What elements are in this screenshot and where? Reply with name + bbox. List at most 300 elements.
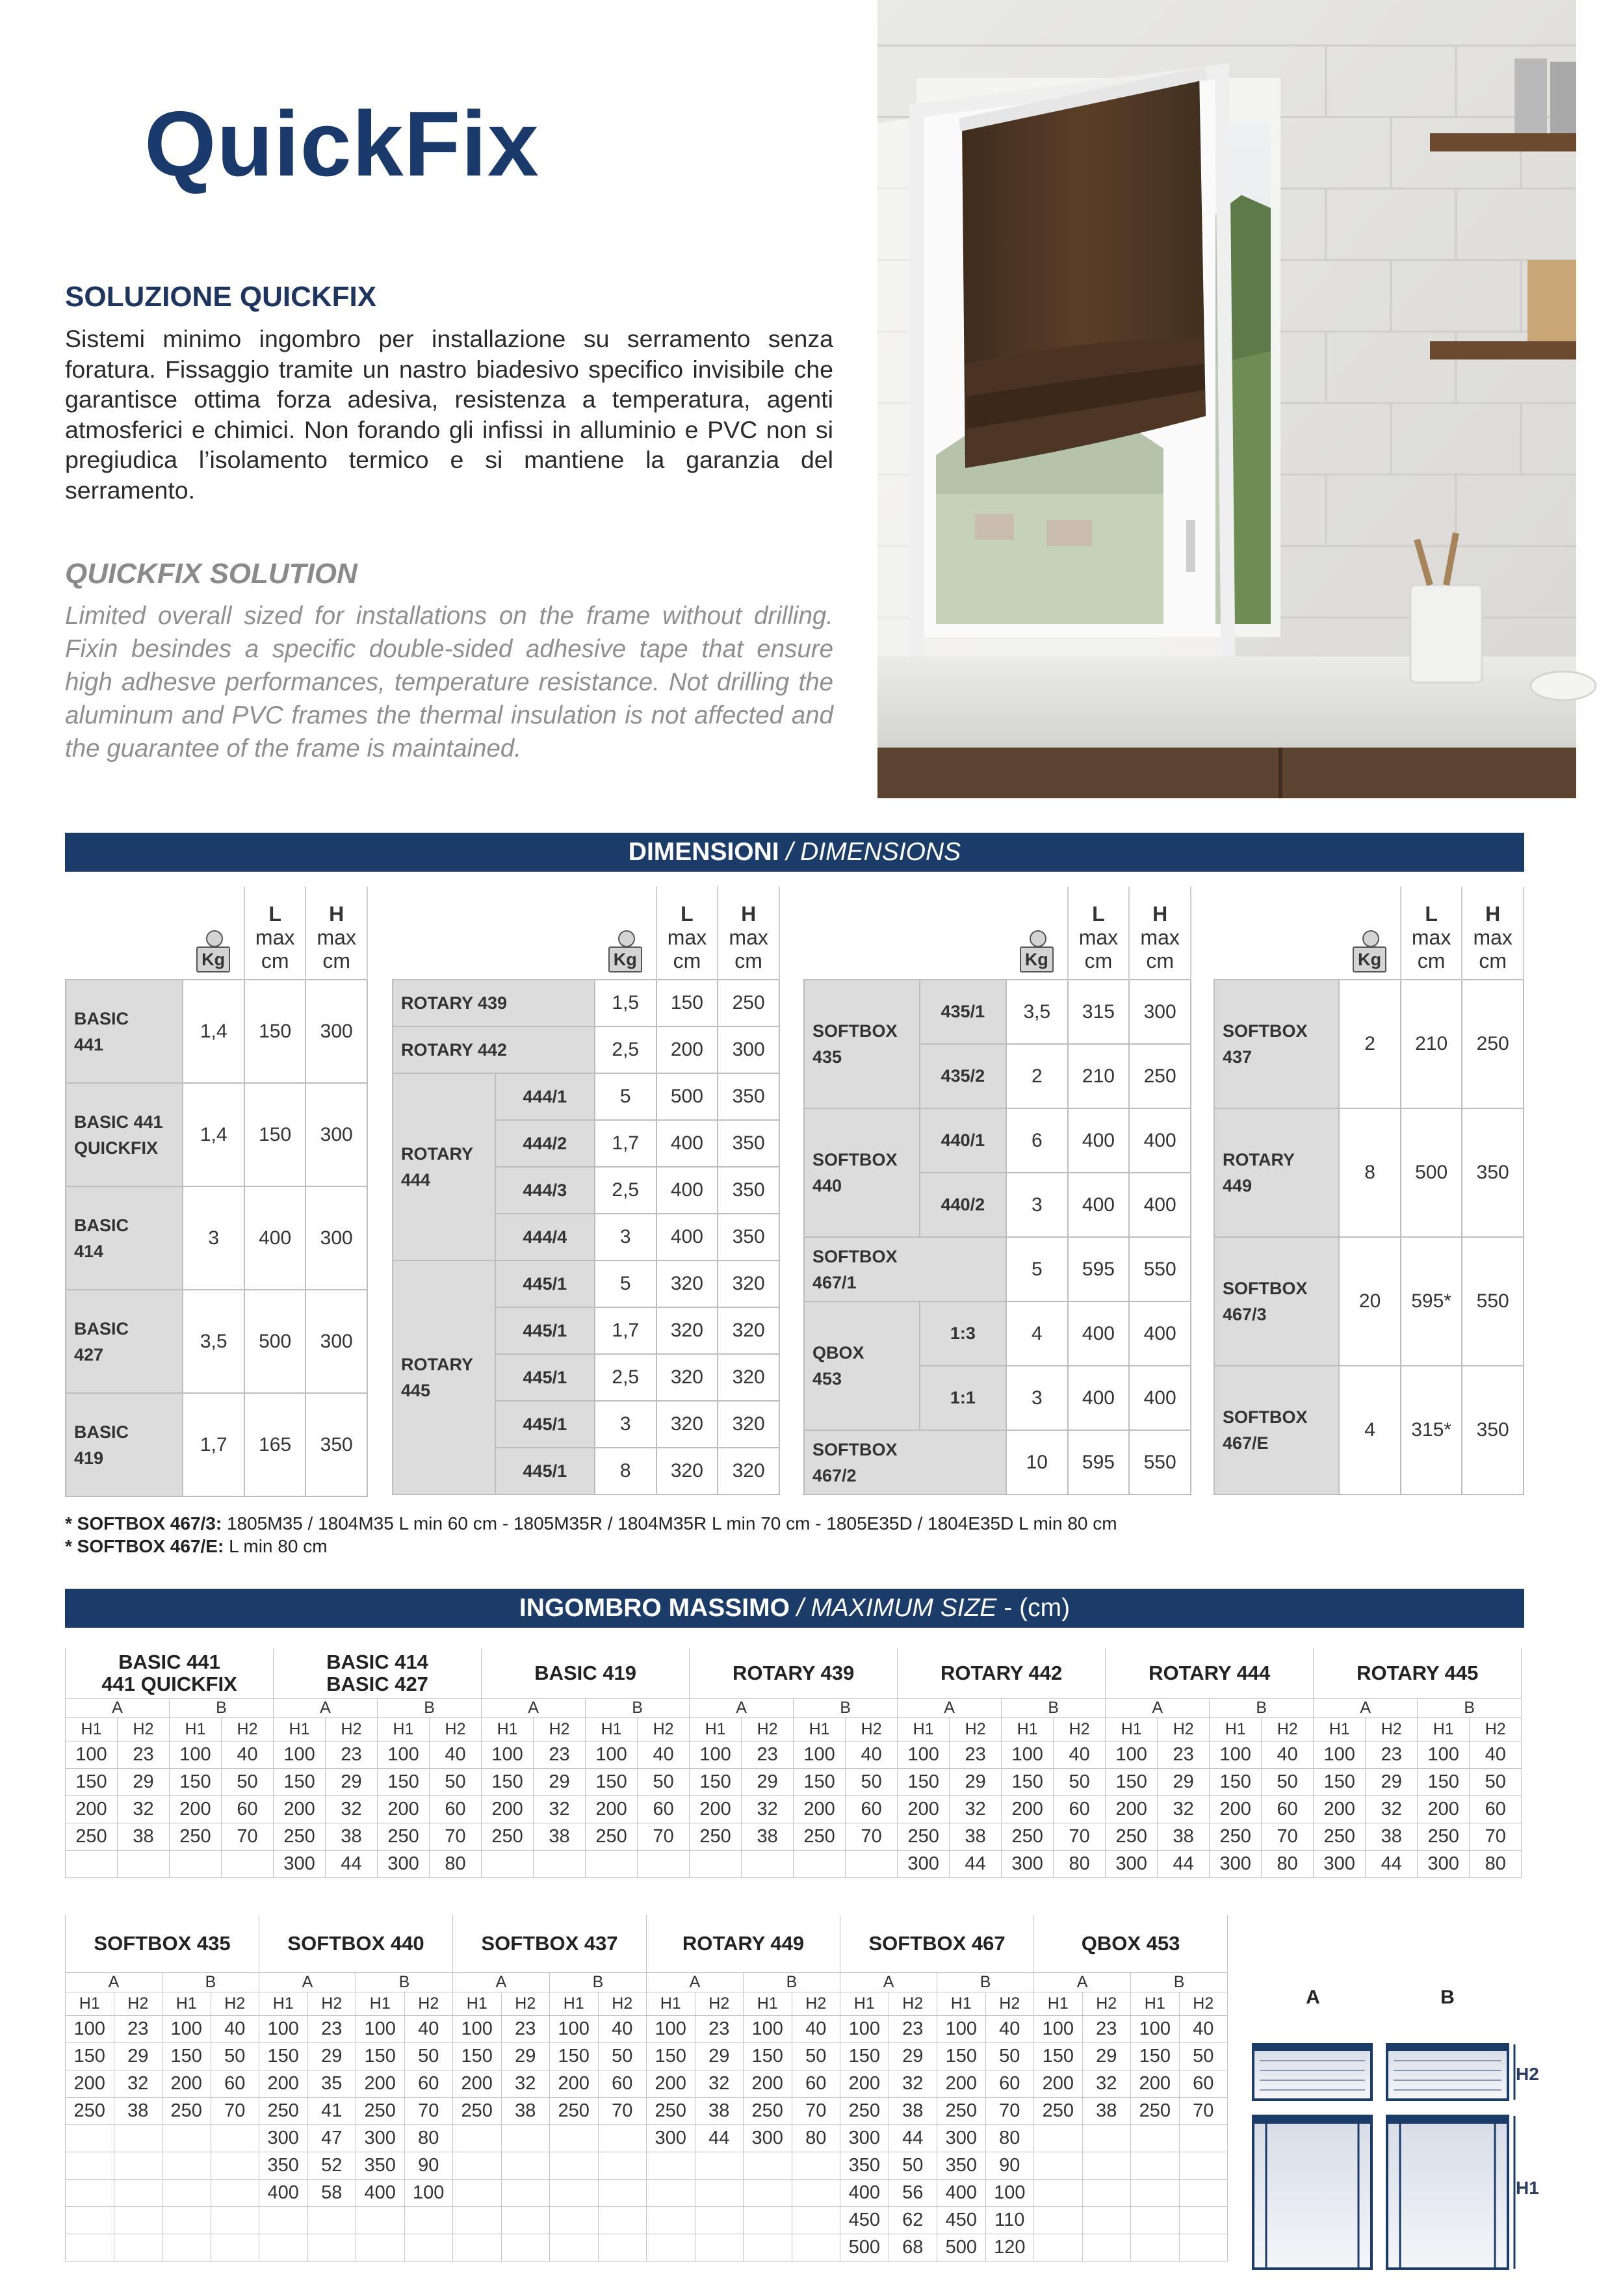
variant-code: 445/1 <box>495 1354 595 1401</box>
weight-value: 3,5 <box>183 1290 244 1393</box>
empty-cell <box>114 2152 162 2179</box>
table-row <box>804 1430 1191 1494</box>
variant-code: 445/1 <box>495 1307 595 1354</box>
width-value: 210 <box>1401 980 1462 1108</box>
product-name: SOFTBOX <box>1223 1021 1308 1041</box>
height-value: 250 <box>1462 980 1524 1108</box>
h2-value: 70 <box>1470 1823 1522 1850</box>
h1-value: 450 <box>840 2206 889 2234</box>
column-b-header: B <box>1131 1972 1228 1992</box>
table-row <box>393 1260 779 1307</box>
table-row <box>66 2124 1228 2152</box>
h2-header: H2 <box>1082 1992 1131 2015</box>
h2-value: 44 <box>950 1850 1002 1877</box>
max-size-band-unit: - (cm) <box>1004 1594 1071 1622</box>
column-b-header: B <box>937 1972 1034 1992</box>
weight-value: 2,5 <box>595 1354 656 1401</box>
h2-value: 60 <box>430 1795 482 1823</box>
empty-cell <box>695 2234 744 2261</box>
h1-header: H1 <box>1131 1992 1180 2015</box>
h2-value: 40 <box>404 2015 453 2042</box>
h2-header: H2 <box>114 1992 162 2015</box>
h1-value: 100 <box>898 1741 950 1768</box>
h2-header: H2 <box>307 1992 356 2015</box>
h1-header: H1 <box>690 1717 742 1741</box>
h2-value: 100 <box>404 2179 453 2206</box>
h1-header: H1 <box>647 1992 695 2015</box>
h1-value: 200 <box>1314 1795 1366 1823</box>
table-row <box>66 1186 367 1290</box>
empty-cell <box>170 1850 222 1877</box>
table-row <box>66 980 367 1083</box>
h1-value: 150 <box>794 1768 846 1795</box>
weight-value: 6 <box>1006 1108 1068 1173</box>
h1-value: 300 <box>937 2124 986 2152</box>
variant-code: 445/1 <box>495 1401 595 1448</box>
max-size-table <box>65 1915 1228 2262</box>
product-code: 444 <box>401 1170 431 1190</box>
h1-value: 350 <box>840 2152 889 2179</box>
h2-header: H2 <box>534 1717 586 1741</box>
column-a-header: A <box>66 1698 170 1717</box>
h1-value: 500 <box>937 2234 986 2261</box>
header-max: max <box>1473 926 1513 949</box>
h1-value: 250 <box>550 2097 599 2124</box>
weight-value: 3 <box>183 1186 244 1290</box>
product-name: ROTARY 449 <box>682 1931 805 1955</box>
max-size-band-subtitle: / MAXIMUM SIZE <box>796 1594 997 1622</box>
header-cm: cm <box>673 949 701 972</box>
column-a-header: A <box>690 1698 794 1717</box>
h1-value: 300 <box>259 2124 308 2152</box>
h1-value: 250 <box>259 2097 308 2124</box>
h1-value: 450 <box>937 2206 986 2234</box>
weight-value: 10 <box>1006 1430 1068 1494</box>
product-name: QBOX 453 <box>1081 1931 1180 1955</box>
product-name: ROTARY 442 <box>393 1026 595 1073</box>
empty-cell <box>259 2206 308 2234</box>
height-value: 250 <box>1129 1044 1191 1108</box>
table-row <box>66 2179 1228 2206</box>
column-b-header: B <box>162 1972 259 1992</box>
h1-header: H1 <box>453 1992 502 2015</box>
product-name: ROTARY 439 <box>733 1661 855 1684</box>
h1-value: 150 <box>744 2042 792 2070</box>
h1-value: 100 <box>162 2015 211 2042</box>
empty-cell <box>695 2206 744 2234</box>
h1-value: 100 <box>840 2015 889 2042</box>
width-value: 315* <box>1401 1366 1462 1494</box>
h1-value: 150 <box>690 1768 742 1795</box>
h1-value: 150 <box>274 1768 326 1795</box>
weight-value: 3 <box>595 1401 656 1448</box>
h1-value: 150 <box>550 2042 599 2070</box>
h2-value: 38 <box>1158 1823 1210 1850</box>
h2-value: 38 <box>118 1823 170 1850</box>
weight-value: 1,4 <box>183 1083 244 1186</box>
column-b-header: B <box>1002 1698 1106 1717</box>
variant-code: 440/1 <box>920 1108 1006 1173</box>
dimensions-band-title: DIMENSIONI <box>628 838 779 866</box>
h2-value: 40 <box>211 2015 259 2042</box>
empty-cell <box>1179 2234 1228 2261</box>
h2-value: 38 <box>889 2097 937 2124</box>
height-value: 350 <box>718 1214 779 1260</box>
empty-cell <box>501 2234 550 2261</box>
height-value: 350 <box>1462 1108 1524 1237</box>
h1-value: 300 <box>744 2124 792 2152</box>
empty-cell <box>1131 2152 1180 2179</box>
h2-value: 50 <box>792 2042 840 2070</box>
h2-header: H2 <box>1366 1717 1418 1741</box>
h1-value: 250 <box>898 1823 950 1850</box>
h1-header: H1 <box>66 1992 114 2015</box>
variant-code: 444/1 <box>495 1073 595 1120</box>
h2-value: 40 <box>1470 1741 1522 1768</box>
empty-cell <box>744 2152 792 2179</box>
h1-value: 200 <box>1106 1795 1158 1823</box>
empty-cell <box>211 2234 259 2261</box>
h2-value: 70 <box>1262 1823 1314 1850</box>
weight-value: 1,7 <box>183 1393 244 1496</box>
h1-value: 150 <box>1002 1768 1054 1795</box>
product-header <box>482 1649 690 1698</box>
width-value: 150 <box>244 1083 306 1186</box>
column-b-header: B <box>794 1698 898 1717</box>
h1-value: 200 <box>170 1795 222 1823</box>
h2-value: 90 <box>985 2152 1034 2179</box>
h2-value: 60 <box>985 2070 1034 2097</box>
h2-header: H2 <box>118 1717 170 1741</box>
h1-value: 400 <box>840 2179 889 2206</box>
empty-cell <box>792 2234 840 2261</box>
header-l: L <box>1425 902 1438 926</box>
max-size-band-title: INGOMBRO MASSIMO <box>519 1594 790 1622</box>
h1-value: 100 <box>937 2015 986 2042</box>
table-row <box>66 1083 367 1186</box>
h1-value: 100 <box>1034 2015 1083 2042</box>
height-value: 550 <box>1129 1237 1191 1301</box>
width-value: 400 <box>656 1214 718 1260</box>
h1-value: 300 <box>1106 1850 1158 1877</box>
product-photo <box>877 0 1576 798</box>
empty-cell <box>744 2179 792 2206</box>
h2-value: 50 <box>211 2042 259 2070</box>
empty-cell <box>501 2179 550 2206</box>
h2-value: 80 <box>985 2124 1034 2152</box>
h1-value: 200 <box>690 1795 742 1823</box>
width-value: 500 <box>1401 1108 1462 1237</box>
table-row <box>66 2070 1228 2097</box>
italian-description: Sistemi minimo ingombro per installazione su serramento senza foratura. Fissaggio tramite un nastro biadesivo specifico invisibile che garantisce ottima forza adesiva, resistenza a temperatura, agenti atmosferici e chimici. Non forando gli infissi in alluminio e PVC non si pregiudica l’isolamento termico e si mantiene la garanzia del serramento. <box>65 325 833 504</box>
h2-value: 38 <box>695 2097 744 2124</box>
height-value: 350 <box>718 1120 779 1167</box>
product-code: 414 <box>74 1241 104 1261</box>
height-value: 350 <box>718 1073 779 1120</box>
empty-cell <box>453 2179 502 2206</box>
h2-value: 40 <box>598 2015 647 2042</box>
height-value: 550 <box>1129 1430 1191 1494</box>
h2-value: 29 <box>114 2042 162 2070</box>
empty-cell <box>550 2179 599 2206</box>
width-value: 165 <box>244 1393 306 1496</box>
h2-value: 60 <box>222 1795 274 1823</box>
product-header <box>840 1915 1034 1972</box>
h1-value: 150 <box>937 2042 986 2070</box>
dimensions-band <box>65 833 1524 872</box>
empty-cell <box>66 2152 114 2179</box>
width-value: 400 <box>1068 1301 1130 1366</box>
table-row <box>66 1795 1522 1823</box>
weight-value: 3,5 <box>1006 980 1068 1044</box>
column-b-header: B <box>586 1698 690 1717</box>
weight-value: 4 <box>1339 1366 1400 1494</box>
h2-value: 80 <box>430 1850 482 1877</box>
product-name: SOFTBOX 467 <box>868 1931 1006 1955</box>
empty-cell <box>1034 2152 1083 2179</box>
h1-value: 250 <box>690 1823 742 1850</box>
h2-value: 47 <box>307 2124 356 2152</box>
h2-value: 60 <box>846 1795 898 1823</box>
product-code: 467/3 <box>1223 1305 1267 1324</box>
column-b-header: B <box>744 1972 840 1992</box>
product-name: SOFTBOX <box>1223 1407 1308 1427</box>
h1-value: 100 <box>744 2015 792 2042</box>
h2-value: 44 <box>1158 1850 1210 1877</box>
height-value: 300 <box>1129 980 1191 1044</box>
h2-value: 60 <box>1179 2070 1228 2097</box>
h1-header: H1 <box>378 1717 430 1741</box>
h1-value: 250 <box>1418 1823 1470 1850</box>
product-code: QUICKFIX <box>74 1138 159 1158</box>
h2-value: 80 <box>792 2124 840 2152</box>
h2-value: 40 <box>638 1741 690 1768</box>
weight-icon: Kg <box>1020 946 1054 972</box>
h1-value: 150 <box>482 1768 534 1795</box>
table-row <box>1214 1366 1524 1494</box>
weight-value: 2,5 <box>595 1167 656 1214</box>
h2-value: 50 <box>985 2042 1034 2070</box>
footnote-label: * SOFTBOX 467/E: <box>65 1536 224 1556</box>
product-header <box>1314 1649 1522 1698</box>
product-code: 453 <box>812 1369 842 1389</box>
h2-value: 60 <box>1262 1795 1314 1823</box>
width-value: 320 <box>656 1401 718 1448</box>
blind-dimension-diagram <box>1228 1983 1539 2269</box>
h1-value: 200 <box>453 2070 502 2097</box>
empty-cell <box>1082 2206 1131 2234</box>
h1-value: 250 <box>794 1823 846 1850</box>
height-value: 320 <box>718 1354 779 1401</box>
h1-value: 150 <box>378 1768 430 1795</box>
h2-value: 100 <box>985 2179 1034 2206</box>
h1-header: H1 <box>1210 1717 1262 1741</box>
column-a-header: A <box>482 1698 586 1717</box>
width-value: 400 <box>1068 1108 1130 1173</box>
footnote-softbox-467-3 <box>65 1512 1117 1535</box>
column-a-header: A <box>66 1972 162 1992</box>
h2-value: 58 <box>307 2179 356 2206</box>
h2-value: 50 <box>1054 1768 1106 1795</box>
height-value: 400 <box>1129 1173 1191 1237</box>
table-row <box>66 2042 1228 2070</box>
product-name: ROTARY <box>401 1144 473 1164</box>
h1-value: 150 <box>898 1768 950 1795</box>
blind-b-collapsed <box>1387 2044 1508 2100</box>
h2-value: 68 <box>889 2234 937 2261</box>
h2-value: 29 <box>307 2042 356 2070</box>
h2-header: H2 <box>1262 1717 1314 1741</box>
h1-value: 350 <box>356 2152 405 2179</box>
width-value: 400 <box>1068 1173 1130 1237</box>
product-header <box>1034 1915 1228 1972</box>
column-a-header: A <box>259 1972 356 1992</box>
h1-value: 200 <box>744 2070 792 2097</box>
h2-value: 29 <box>1082 2042 1131 2070</box>
column-a-header: A <box>1034 1972 1131 1992</box>
width-value: 400 <box>656 1120 718 1167</box>
table-row <box>66 1850 1522 1877</box>
h2-value: 44 <box>695 2124 744 2152</box>
table-row <box>804 1301 1191 1366</box>
empty-cell <box>550 2234 599 2261</box>
header-l: L <box>268 902 281 926</box>
h2-value: 32 <box>889 2070 937 2097</box>
h1-header: H1 <box>1314 1717 1366 1741</box>
page-title: QuickFix <box>144 92 539 196</box>
empty-cell <box>211 2206 259 2234</box>
empty-cell <box>598 2179 647 2206</box>
column-a-header: A <box>840 1972 937 1992</box>
weight-value: 5 <box>595 1260 656 1307</box>
empty-cell <box>742 1850 794 1877</box>
width-value: 150 <box>244 980 306 1083</box>
diagram-label-h1: H1 <box>1516 2178 1539 2198</box>
empty-cell <box>550 2206 599 2234</box>
h2-value: 110 <box>985 2206 1034 2234</box>
empty-cell <box>222 1850 274 1877</box>
blind-a-collapsed <box>1253 2044 1371 2100</box>
h2-value: 70 <box>211 2097 259 2124</box>
h2-value: 70 <box>846 1823 898 1850</box>
height-value: 320 <box>718 1260 779 1307</box>
width-value: 320 <box>656 1448 718 1494</box>
h1-value: 100 <box>1418 1741 1470 1768</box>
h2-value: 38 <box>534 1823 586 1850</box>
header-h: H <box>1485 902 1501 926</box>
h1-value: 150 <box>356 2042 405 2070</box>
width-value: 595 <box>1068 1430 1130 1494</box>
h1-value: 100 <box>550 2015 599 2042</box>
h2-value: 70 <box>638 1823 690 1850</box>
footnote-softbox-467-e <box>65 1535 1117 1558</box>
empty-cell <box>211 2124 259 2152</box>
h2-value: 38 <box>742 1823 794 1850</box>
h1-value: 300 <box>1314 1850 1366 1877</box>
header-cm: cm <box>1084 949 1113 972</box>
h1-header: H1 <box>1002 1717 1054 1741</box>
width-value: 315 <box>1068 980 1130 1044</box>
h2-value: 23 <box>534 1741 586 1768</box>
h1-value: 100 <box>690 1741 742 1768</box>
h2-value: 70 <box>1054 1823 1106 1850</box>
h2-header: H2 <box>1179 1992 1228 2015</box>
h2-header: H2 <box>985 1992 1034 2015</box>
h2-value: 29 <box>889 2042 937 2070</box>
height-value: 400 <box>1129 1301 1191 1366</box>
table-row <box>393 1026 779 1073</box>
h2-value: 50 <box>222 1768 274 1795</box>
h2-header: H2 <box>211 1992 259 2015</box>
h2-value: 70 <box>404 2097 453 2124</box>
empty-cell <box>162 2179 211 2206</box>
h1-header: H1 <box>586 1717 638 1741</box>
h1-value: 400 <box>259 2179 308 2206</box>
h1-value: 250 <box>647 2097 695 2124</box>
window-roman-blind-illustration <box>877 0 1576 798</box>
empty-cell <box>792 2152 840 2179</box>
dimensions-table-mixed <box>1214 887 1524 1495</box>
h2-header: H2 <box>1470 1717 1522 1741</box>
empty-cell <box>501 2152 550 2179</box>
weight-value: 2 <box>1006 1044 1068 1108</box>
product-header <box>1106 1649 1314 1698</box>
height-value: 350 <box>718 1167 779 1214</box>
h1-header: H1 <box>840 1992 889 2015</box>
column-a-header: A <box>1106 1698 1210 1717</box>
empty-cell <box>1034 2124 1083 2152</box>
h2-value: 23 <box>501 2015 550 2042</box>
empty-cell <box>1131 2234 1180 2261</box>
empty-cell <box>1034 2234 1083 2261</box>
empty-cell <box>66 2124 114 2152</box>
h2-value: 80 <box>404 2124 453 2152</box>
h2-value: 40 <box>985 2015 1034 2042</box>
empty-cell <box>690 1850 742 1877</box>
h2-value: 29 <box>742 1768 794 1795</box>
h2-header: H2 <box>695 1992 744 2015</box>
h1-header: H1 <box>550 1992 599 2015</box>
h1-value: 100 <box>356 2015 405 2042</box>
h2-header: H2 <box>1158 1717 1210 1741</box>
height-value: 400 <box>1129 1108 1191 1173</box>
product-code: 467/2 <box>812 1465 857 1485</box>
h2-value: 23 <box>950 1741 1002 1768</box>
column-a-header: A <box>647 1972 744 1992</box>
h2-value: 50 <box>638 1768 690 1795</box>
product-name: ROTARY <box>401 1355 473 1374</box>
h1-value: 250 <box>274 1823 326 1850</box>
column-b-header: B <box>1418 1698 1522 1717</box>
h1-value: 200 <box>1131 2070 1180 2097</box>
h2-value: 32 <box>695 2070 744 2097</box>
empty-cell <box>162 2234 211 2261</box>
h2-value: 23 <box>889 2015 937 2042</box>
product-name: SOFTBOX 435 <box>94 1931 231 1955</box>
h2-value: 120 <box>985 2234 1034 2261</box>
header-cm: cm <box>734 949 762 972</box>
empty-cell <box>550 2152 599 2179</box>
h1-value: 100 <box>794 1741 846 1768</box>
max-size-table <box>65 1649 1522 1878</box>
header-max: max <box>317 926 356 949</box>
product-name: SOFTBOX <box>812 1439 898 1459</box>
h1-value: 150 <box>647 2042 695 2070</box>
h2-value: 32 <box>534 1795 586 1823</box>
diagram-label-a: A <box>1306 1987 1320 2008</box>
product-name: BASIC 441 <box>74 1112 163 1132</box>
table-row <box>804 1108 1191 1173</box>
